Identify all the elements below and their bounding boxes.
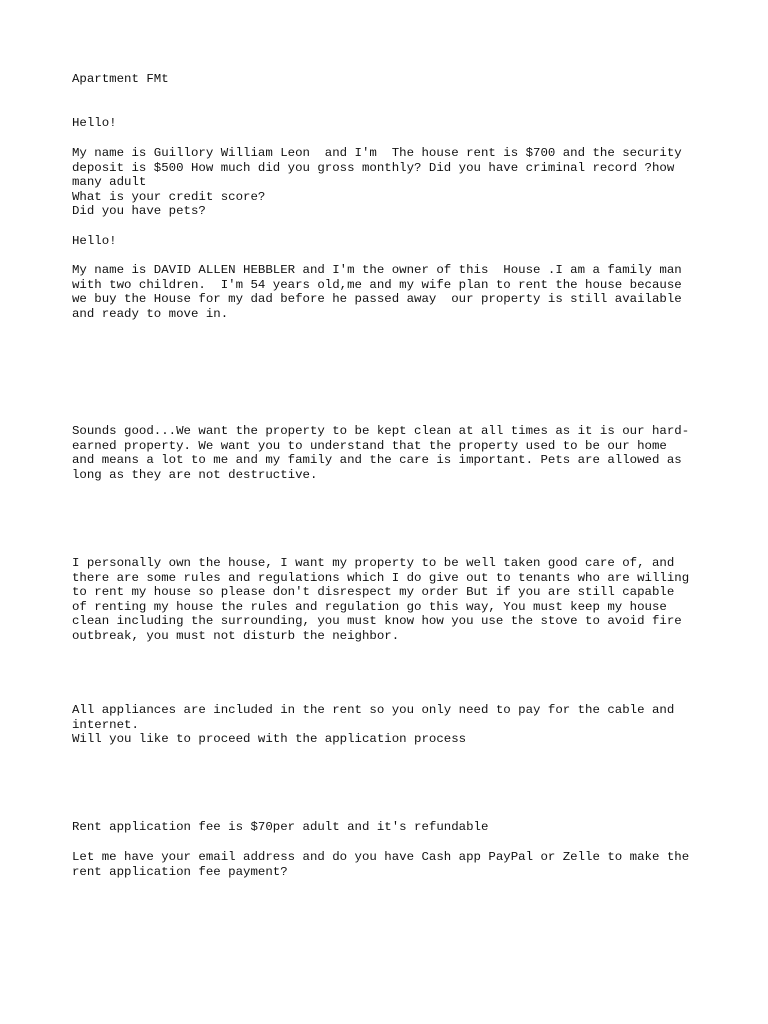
paragraph-line: Rent application fee is $70per adult and it's refundable xyxy=(72,820,489,834)
paragraph-line: of renting my house the rules and regulation go this way, You must keep my house xyxy=(72,599,667,614)
paragraph-line: My name is Guillory William Leon and I'm The house rent is $700 and the security xyxy=(72,146,682,160)
paragraph-line: outbreak, you must not disturb the neighbor. xyxy=(72,629,400,643)
paragraph-line: Did you have pets? xyxy=(72,204,206,219)
paragraph-line: we buy the House for my dad before he passed away our property is still available xyxy=(72,292,682,307)
paragraph-line: clean including the surrounding, you must know how you use the stove to avoid fire xyxy=(72,614,682,629)
paragraph-line: internet. xyxy=(72,717,139,732)
paragraph-line: My name is DAVID ALLEN HEBBLER and I'm the owner of this House .I am a family man xyxy=(72,263,682,277)
paragraph-line: Sounds good...We want the property to be kept clean at all times as it is our hard- xyxy=(72,424,690,438)
greeting-2: Hello! xyxy=(72,234,117,248)
paragraph-line: I personally own the house, I want my property to be well taken good care of, and xyxy=(72,556,675,570)
greeting-1: Hello! xyxy=(72,116,117,130)
paragraph-line: deposit is $500 How much did you gross monthly? Did you have criminal record ?how xyxy=(72,160,675,175)
paragraph-line: there are some rules and regulations which I do give out to tenants who are willing xyxy=(72,570,690,585)
paragraph-line: Let me have your email address and do you have Cash app PayPal or Zelle to make the xyxy=(72,850,690,864)
paragraph-line: and ready to move in. xyxy=(72,306,229,321)
paragraph-line: earned property. We want you to understand that the property used to be our home xyxy=(72,438,667,453)
paragraph-line: All appliances are included in the rent so you only need to pay for the cable and xyxy=(72,703,675,717)
document-title: Apartment FMt xyxy=(72,72,169,86)
paragraph-line: Will you like to proceed with the application process xyxy=(72,732,467,747)
paragraph-line: and means a lot to me and my family and the care is important. Pets are allowed as xyxy=(72,453,682,468)
paragraph-line: with two children. I'm 54 years old,me and my wife plan to rent the house because xyxy=(72,277,682,292)
paragraph-line: long as they are not destructive. xyxy=(72,467,318,482)
paragraph-line: rent application fee payment? xyxy=(72,864,288,879)
paragraph-line: to rent my house so please don't disrespect my order But if you are still capable xyxy=(72,585,675,600)
paragraph-line: many adult xyxy=(72,175,147,190)
paragraph-line: What is your credit score? xyxy=(72,189,266,204)
